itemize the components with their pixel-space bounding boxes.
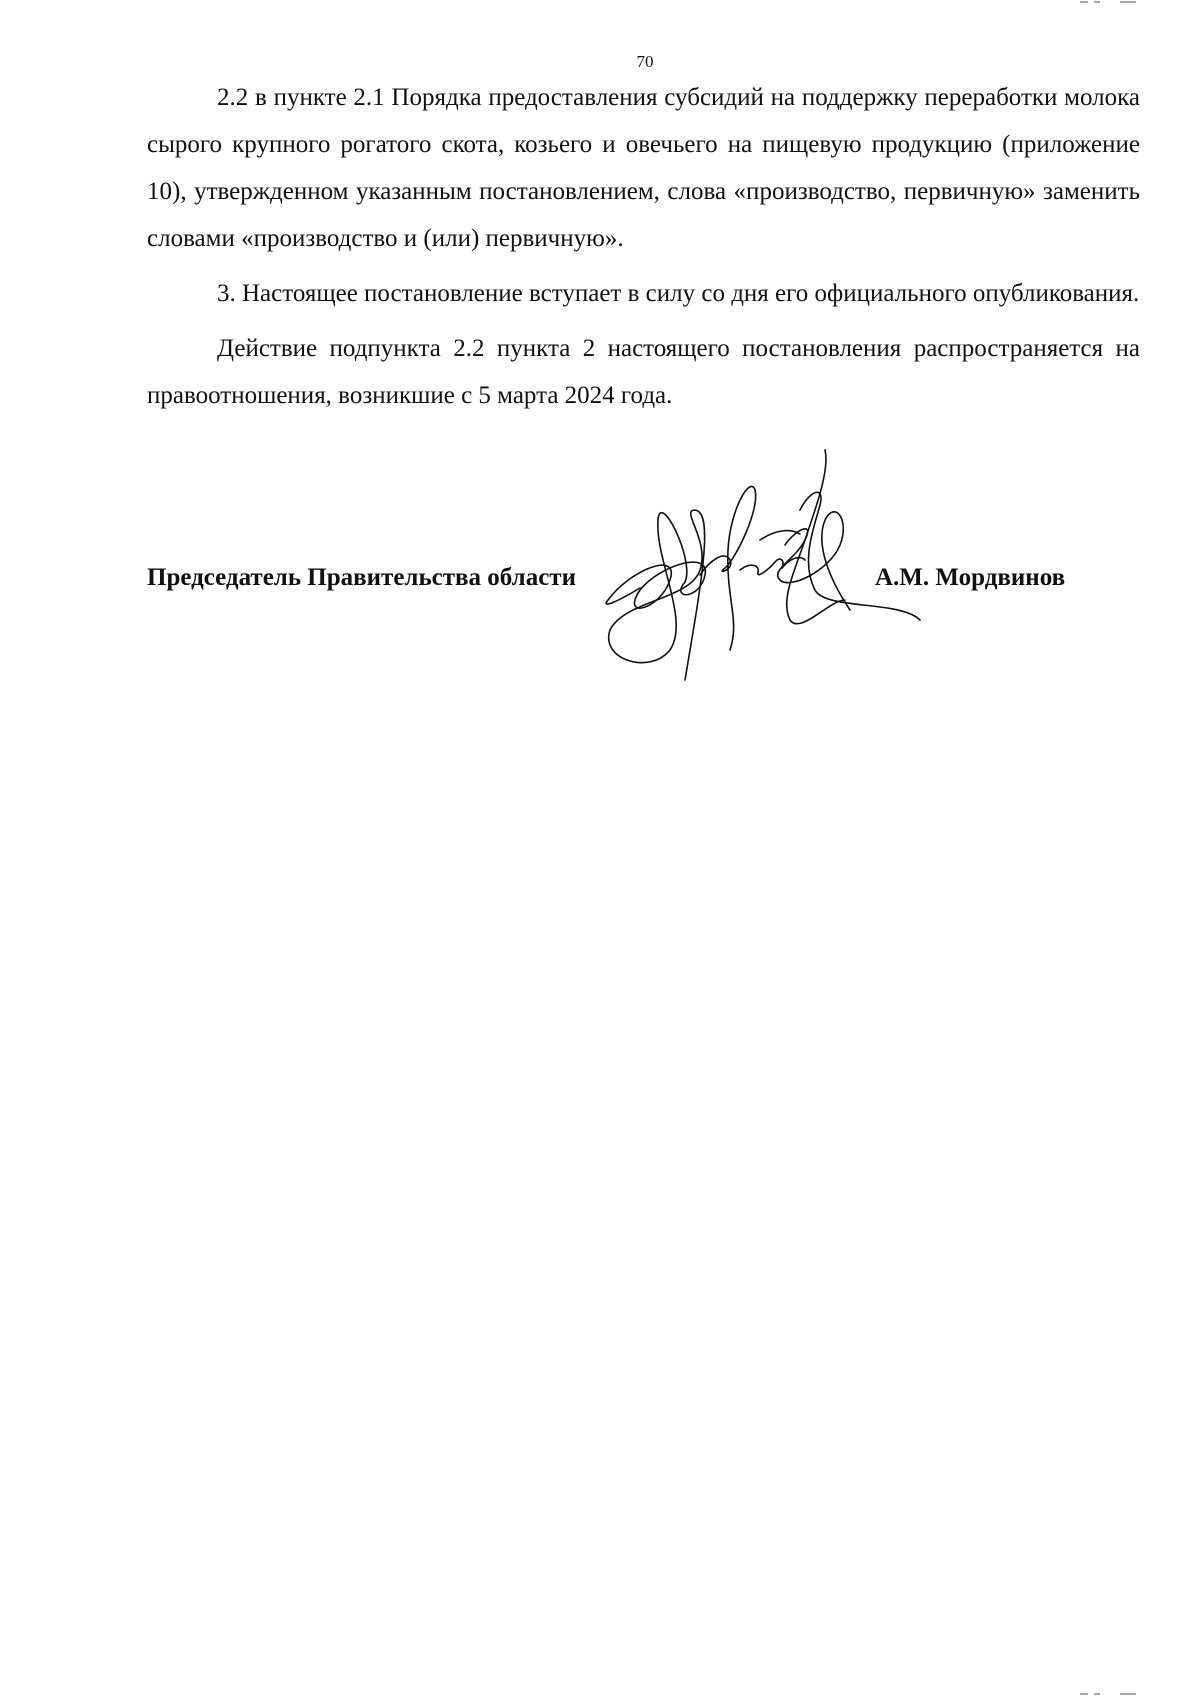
handwritten-signature [600, 450, 940, 690]
page-number: 70 [636, 52, 654, 71]
signer-position: Председатель Правительства области [147, 564, 576, 591]
paragraph-2-2: 2.2 в пункте 2.1 Порядка предоставления субсидий на поддержку переработки молока сырого крупного рогатого скота, козьего и овечьего на пищевую продукцию (приложение 10), утвержденном указанным постановлением, слова «производство, первичную» заменить словами «производство и (или) первичную». [147, 84, 1140, 252]
signer-name: А.М. Мордвинов [875, 564, 1066, 591]
document-body [147, 74, 1140, 427]
paragraph-effective-date: Действие подпункта 2.2 пункта 2 настоящего постановления распространяется на правоотношения, возникшие с 5 марта 2024 года. [147, 335, 1140, 409]
scan-edge-mark [1080, 0, 1140, 6]
paragraph-3: 3. Настоящее постановление вступает в силу со дня его официального опубликования. [217, 280, 1140, 307]
